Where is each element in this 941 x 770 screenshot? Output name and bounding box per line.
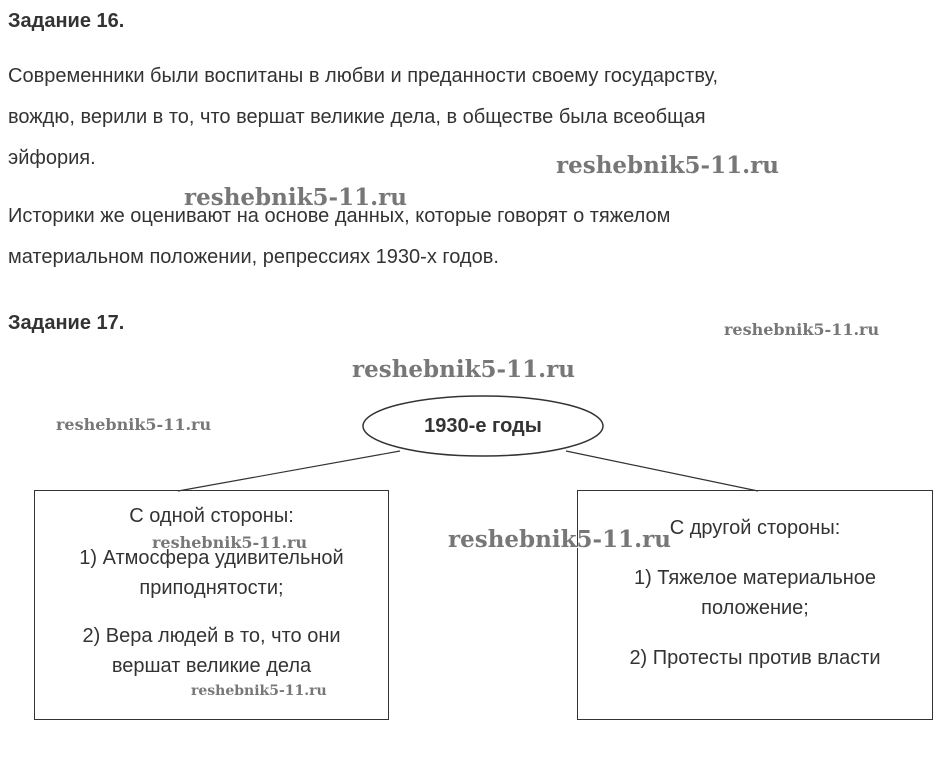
connector-left <box>178 451 400 491</box>
watermark: reshebnik5-11.ru <box>191 683 327 699</box>
paragraph2-line2: материальном положении, репрессиях 1930-х годов. <box>8 246 499 268</box>
paragraph2-line1: Историки же оценивают на основе данных, которые говорят о тяжелом <box>8 205 671 227</box>
watermark: reshebnik5-11.ru <box>152 533 308 552</box>
paragraph1-line1: Современники были воспитаны в любви и преданности своему государству, <box>8 65 719 87</box>
task17-heading: Задание 17. <box>8 312 125 334</box>
watermark: reshebnik5-11.ru <box>724 320 880 339</box>
watermark: reshebnik5-11.ru <box>352 356 575 383</box>
watermark: reshebnik5-11.ru <box>184 184 407 211</box>
left-item2-line1: 2) Вера людей в то, что они <box>82 625 341 647</box>
right-item1-line1: 1) Тяжелое материальное <box>633 567 877 589</box>
left-box-title: С одной стороны: <box>129 505 294 527</box>
paragraph1-line2: вождю, верили в то, что вершат великие дела, в обществе была всеобщая <box>8 106 706 128</box>
right-box <box>577 490 933 720</box>
right-item1-line2: положение; <box>701 597 809 619</box>
watermark: reshebnik5-11.ru <box>56 415 212 434</box>
center-label: 1930-е годы <box>424 414 542 437</box>
watermark: reshebnik5-11.ru <box>556 152 779 179</box>
paragraph1-line3: эйфория. <box>8 147 96 169</box>
left-item2-line2: вершат великие дела <box>111 655 312 677</box>
right-item2: 2) Протесты против власти <box>629 647 881 669</box>
right-box-title: С другой стороны: <box>669 517 841 539</box>
left-item1-line2: приподнятости; <box>139 577 284 599</box>
connector-right <box>566 451 758 491</box>
task16-heading: Задание 16. <box>8 10 125 32</box>
task16-paragraph2 <box>8 196 908 278</box>
watermark: reshebnik5-11.ru <box>448 526 671 553</box>
left-item1-line1: 1) Атмосфера удивительной <box>79 547 344 569</box>
